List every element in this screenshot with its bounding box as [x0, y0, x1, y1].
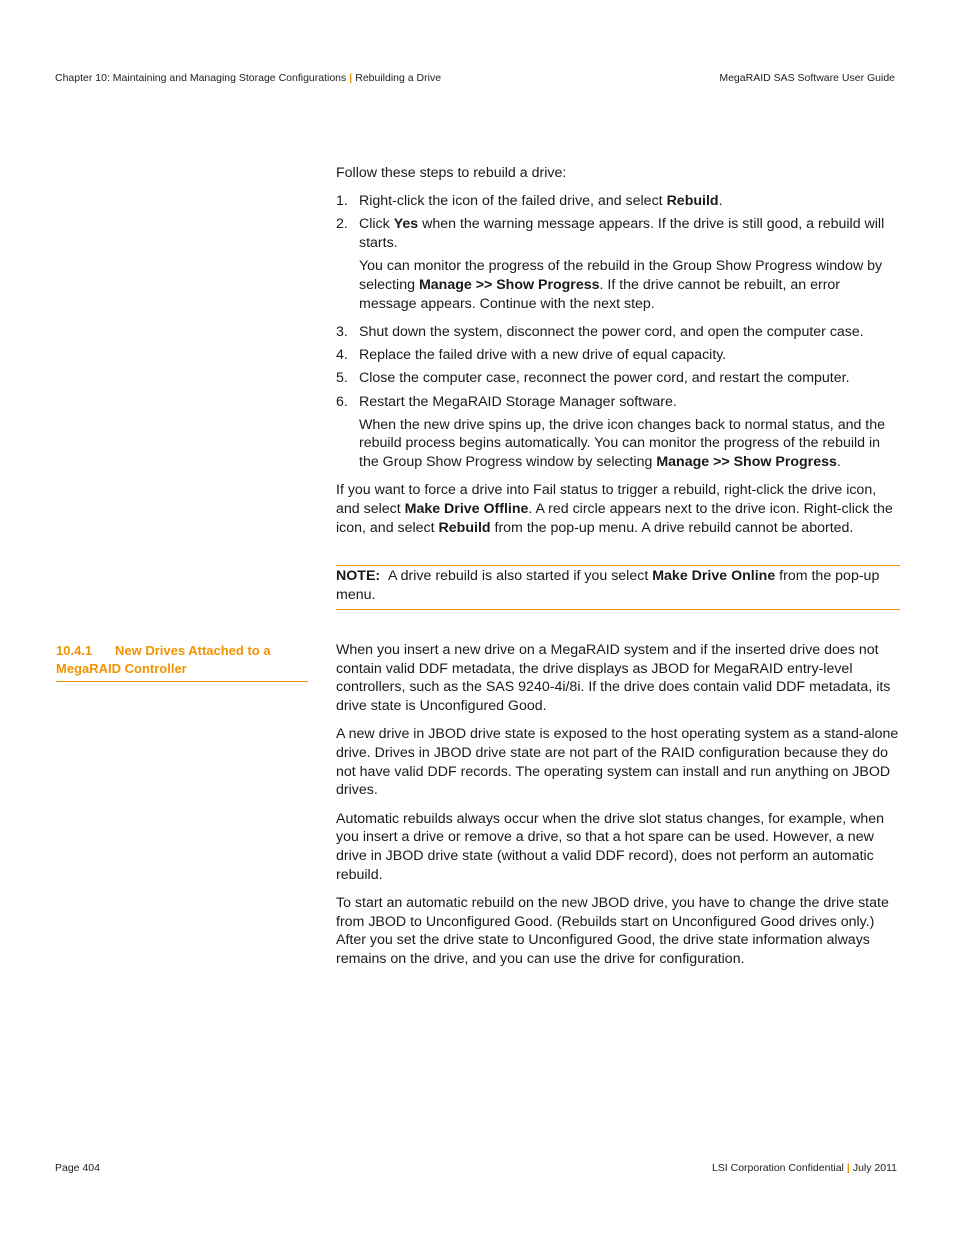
- section-heading-title: New Drives Attached to a MegaRAID Controller: [56, 643, 271, 676]
- confidential-label: LSI Corporation Confidential: [711, 1162, 844, 1174]
- running-header-left: [55, 72, 441, 84]
- chapter-title: Chapter 10: Maintaining and Managing Storage Configurations: [55, 72, 347, 84]
- note-label: NOTE:: [336, 568, 381, 585]
- step-1: 1. Right-click the icon of the failed drive, and select Rebuild.: [336, 193, 723, 210]
- section-paragraph-4: To start an automatic rebuild on the new JBOD drive, you have to change the drive state from JBOD to Unconfigured Good. (Rebuilds start on Unconfigured Good drives only.) After you set the drive state to Unconfigured Good, the drive state information always remains on the drive, and you can use the drive for configuration.: [336, 894, 889, 968]
- note-box: NOTE: A drive rebuild is also started if you select Make Drive Online from the pop-up menu.: [336, 565, 900, 609]
- step-5: 5. Close the computer case, reconnect the power cord, and restart the computer.: [336, 370, 850, 387]
- rebuild-steps: [336, 192, 900, 253]
- page-number: Page 404: [55, 1162, 100, 1174]
- section-paragraph-3: Automatic rebuilds always occur when the drive slot status changes, for example, when you insert a drive or remove a drive, so that a hot spare can be used. However, a new drive in JBOD drive state (without a valid DDF record), does not perform an automatic rebuild.: [336, 810, 885, 883]
- step-2: 2. Click Yes when the warning message appears. If the drive is still good, a rebuild will starts.: [336, 216, 885, 252]
- running-footer-right: [712, 1162, 897, 1174]
- step-2-detail: You can monitor the progress of the rebuild in the Group Show Progress window by selecting Manage >> Show Progress. If the drive cannot be rebuilt, an error message appears. Continue with the next step.: [359, 258, 883, 312]
- section-paragraph-2: A new drive in JBOD drive state is exposed to the host operating system as a stand-alone drive. Drives in JBOD drive state are not part of the RAID configuration because they do not have valid DDF records. The operating system can install and run anything on JBOD drives.: [336, 726, 899, 799]
- step-3: 3. Shut down the system, disconnect the power cord, and open the computer case.: [336, 323, 864, 340]
- rebuild-steps-continued: [336, 323, 900, 411]
- section-paragraph-1: When you insert a new drive on a MegaRAID system and if the inserted drive does not contain valid DDF metadata, the drive displays as JBOD for MegaRAID entry-level controllers, such as the SAS 9240-4i/8i. If the drive does contain valid DDF metadata, its drive state is Unconfigured Good.: [336, 642, 891, 715]
- publication-date: July 2011: [852, 1162, 897, 1174]
- intro-paragraph: Follow these steps to rebuild a drive:: [336, 165, 567, 181]
- step-6-detail: When the new drive spins up, the drive icon changes back to normal status, and the rebuild process begins automatically. You can monitor the progress of the rebuild in the Group Show Progress window by selecting Manage >> Show Progress.: [359, 416, 886, 471]
- header-separator: |: [349, 72, 353, 84]
- section-heading: [56, 642, 308, 682]
- section-title: Rebuilding a Drive: [355, 72, 442, 84]
- section-number: 10.4.1: [56, 643, 93, 658]
- section-body: [336, 641, 900, 978]
- step-4: 4. Replace the failed drive with a new drive of equal capacity.: [336, 347, 727, 364]
- guide-title: MegaRAID SAS Software User Guide: [719, 72, 895, 84]
- force-fail-paragraph: If you want to force a drive into Fail status to trigger a rebuild, right-click the drive icon, and select Make Drive Offline. A red circle appears next to the drive icon. Right-click the icon, and select Rebuild from the pop-up menu. A drive rebuild cannot be aborted.: [336, 482, 893, 536]
- footer-separator: |: [846, 1162, 850, 1174]
- step-6: 6. Restart the MegaRAID Storage Manager software.: [336, 393, 677, 410]
- main-content: [336, 164, 900, 610]
